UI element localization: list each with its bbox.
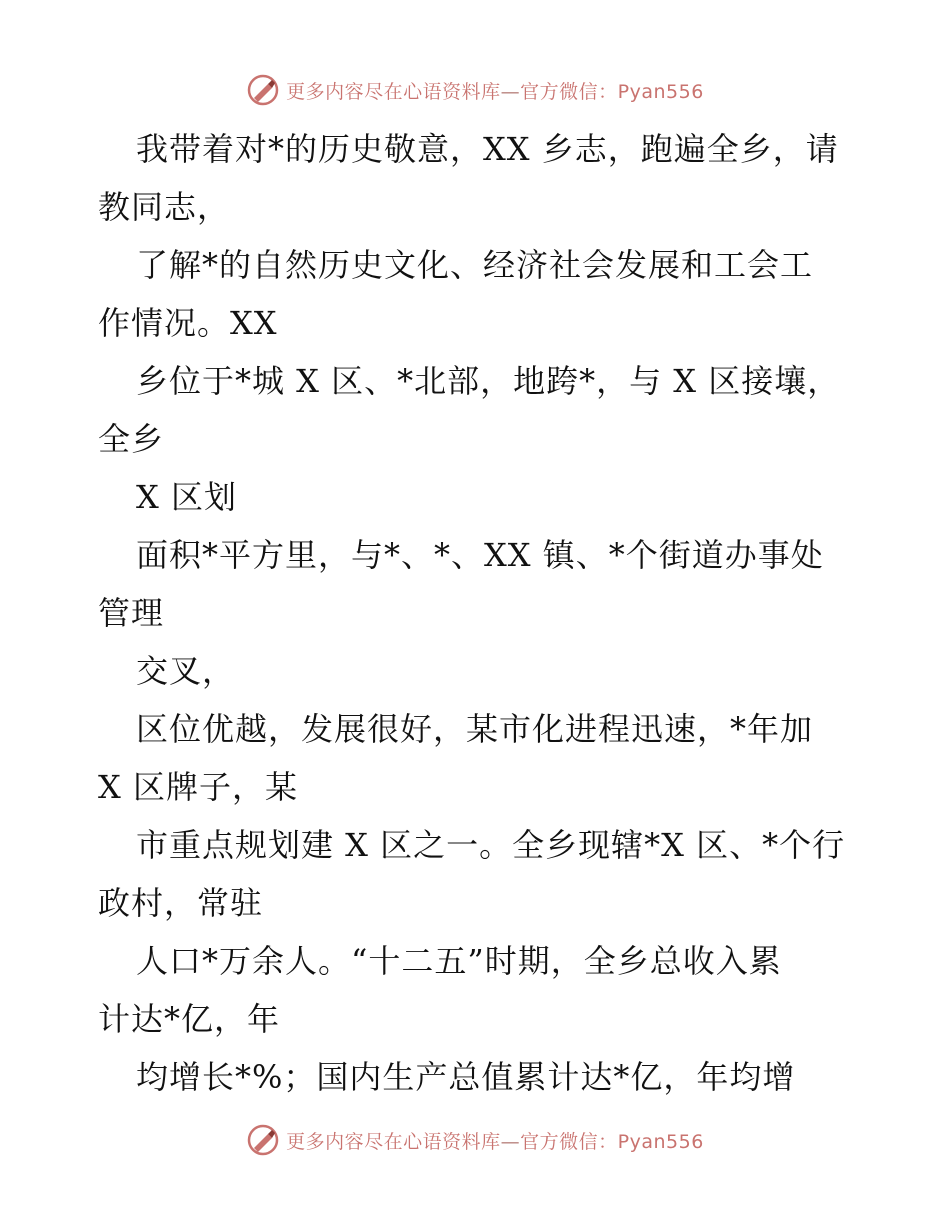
body-line: X 区牌子，某 — [98, 768, 298, 806]
watermark-main-text: 更多内容尽在心语资料库 — [286, 1130, 501, 1153]
document-body — [98, 120, 858, 1106]
body-line: X 区划 — [136, 478, 237, 516]
watermark-suffix-text: 官方微信：Pyan556 — [520, 1130, 704, 1153]
body-line: 我带着对*的历史敬意，XX 乡志，跑遍全乡，请 — [136, 130, 839, 168]
body-line: 全乡 — [98, 420, 165, 458]
body-line: 均增长*%；国内生产总值累计达*亿，年均增 — [136, 1058, 796, 1096]
pen-nib-logo-icon — [246, 73, 280, 107]
body-line: 交叉， — [136, 652, 236, 690]
watermark-separator: — — [500, 1130, 521, 1153]
watermark-main-text: 更多内容尽在心语资料库 — [286, 80, 501, 103]
footer-watermark — [0, 1120, 950, 1160]
body-line: 作情况。XX — [98, 304, 278, 342]
pen-nib-logo-icon — [246, 1123, 280, 1157]
body-line: 政村，常驻 — [98, 884, 264, 922]
body-line: 人口*万余人。“十二五”时期，全乡总收入累 — [136, 942, 782, 980]
watermark-separator: — — [500, 80, 521, 103]
watermark-suffix-text: 官方微信：Pyan556 — [520, 80, 704, 103]
body-line: 管理 — [98, 594, 165, 632]
body-line: 区位优越，发展很好，某市化进程迅速，*年加 — [136, 710, 814, 748]
body-line: 乡位于*城 X 区、*北部，地跨*，与 X 区接壤， — [136, 362, 841, 400]
body-line: 面积*平方里，与*、*、XX 镇、*个街道办事处 — [136, 536, 824, 574]
body-line: 计达*亿，年 — [98, 1000, 281, 1038]
body-line: 了解*的自然历史文化、经济社会发展和工会工 — [136, 246, 814, 284]
header-watermark — [0, 70, 950, 110]
body-line: 教同志， — [98, 188, 231, 226]
body-line: 市重点规划建 X 区之一。全乡现辖*X 区、*个行 — [136, 826, 846, 864]
